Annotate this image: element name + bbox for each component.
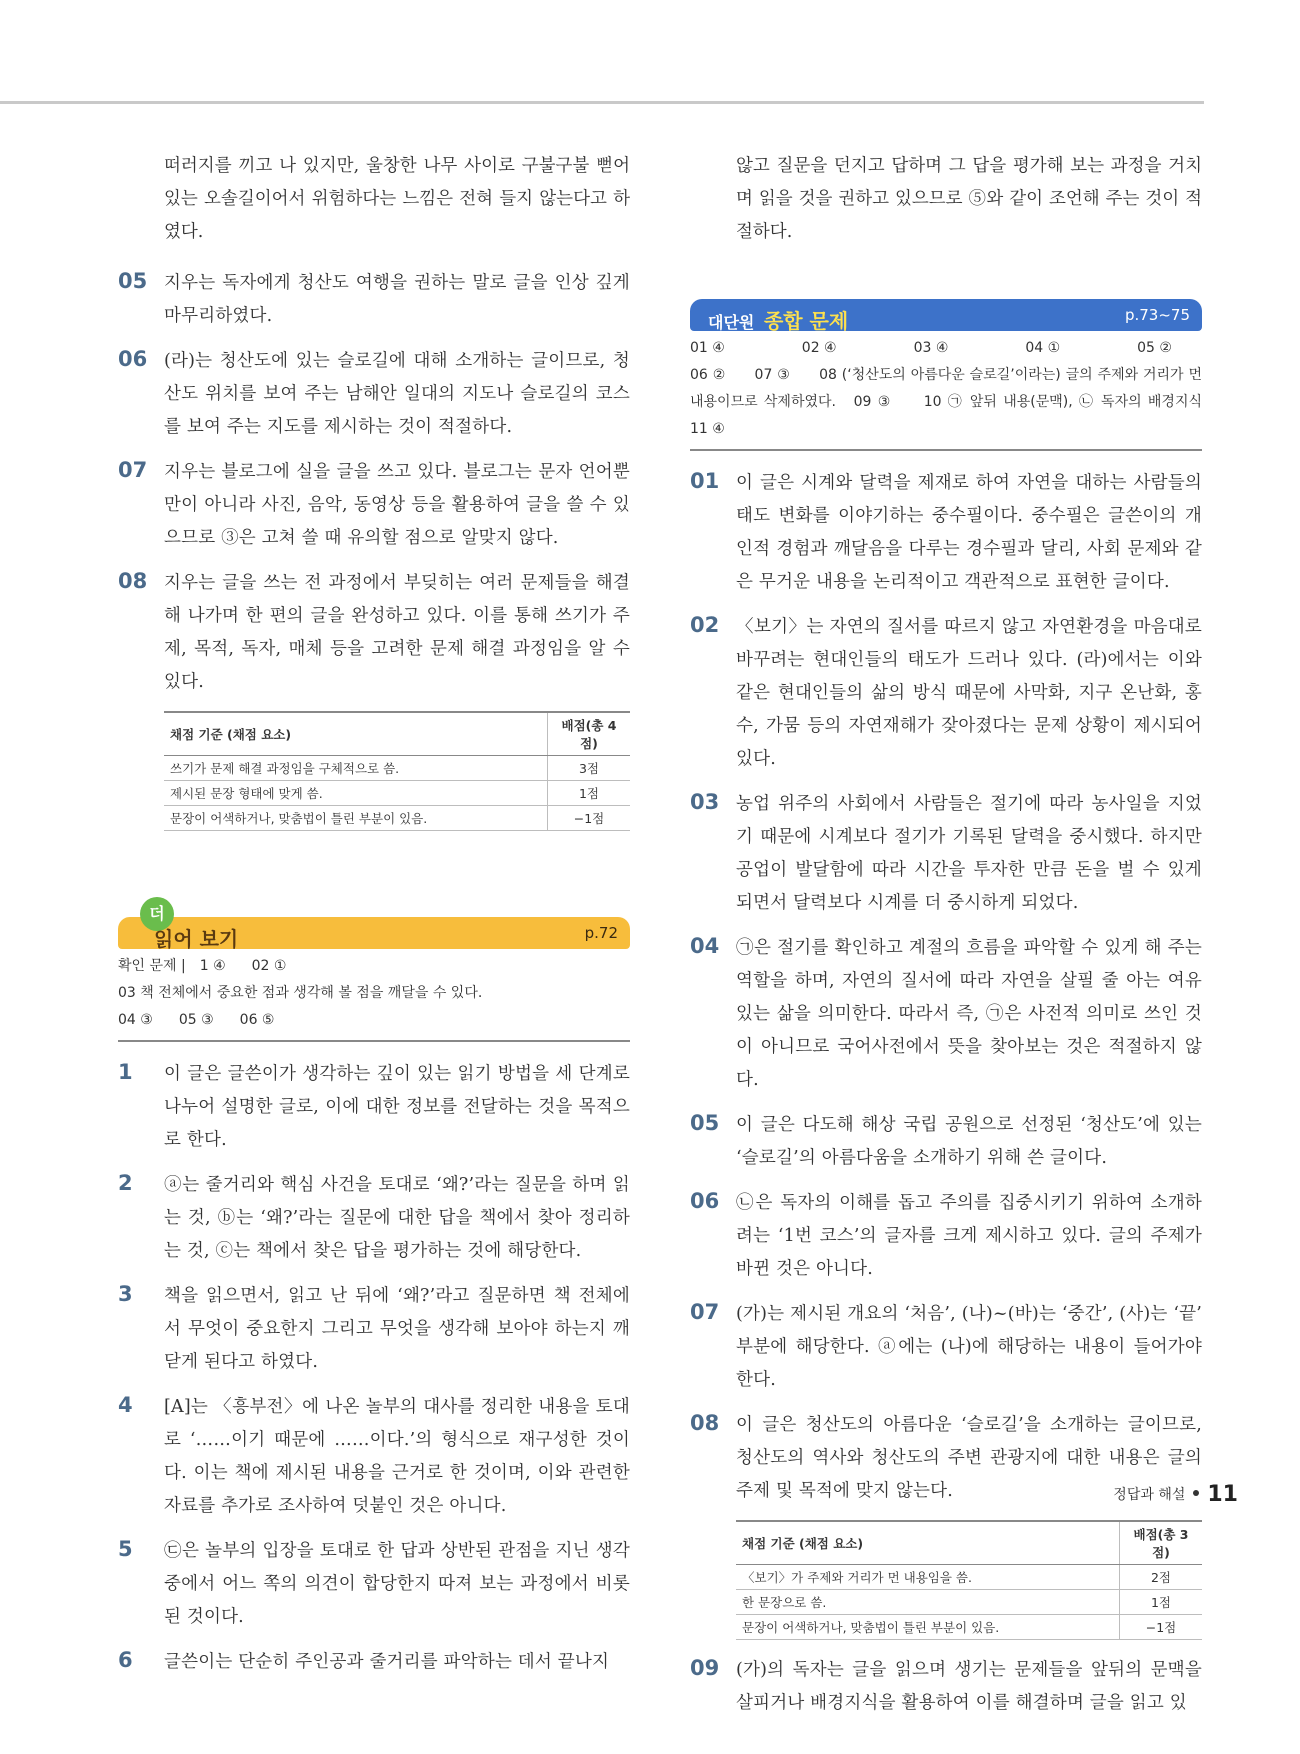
criteria-cell: 한 문장으로 씀. [736, 1590, 1120, 1615]
item-number: 06 [118, 347, 148, 371]
item-text: 지우는 독자에게 청산도 여행을 권하는 말로 글을 인상 깊게 마무리하였다. [164, 273, 630, 326]
item-text: 이 글은 글쓴이가 생각하는 깊이 있는 읽기 방법을 세 단계로 나누어 설명한 글로, 이에 대한 정보를 전달하는 것을 목적으로 한다. [164, 1064, 630, 1150]
item-number: 5 [118, 1537, 133, 1561]
table-row [164, 806, 630, 831]
points-cell: −1점 [548, 806, 631, 831]
item-number: 09 [690, 1656, 720, 1680]
right-intro: 않고 질문을 던지고 답하며 그 답을 평가해 보는 과정을 거치며 읽을 것을 권하고 있으므로 ⑤와 같이 조언해 주는 것이 적절하다. [736, 156, 1202, 242]
answer-item [118, 456, 630, 555]
item-text: ⓐ는 줄거리와 핵심 사건을 토대로 ‘왜?’라는 질문을 하며 읽는 것, ⓑ는 ‘왜?’라는 질문에 대한 답을 책에서 찾아 정리하는 것, ⓒ는 책에서 찾은 답을 평가하는 것에 해당한다. [164, 1175, 630, 1261]
table-row [736, 1590, 1202, 1615]
item-number: 4 [118, 1393, 133, 1417]
item-text: ㉡은 독자의 이해를 돕고 주의를 집중시키기 위하여 소개하려는 ‘1번 코스’의 글자를 크게 제시하고 있다. 글의 주제가 바뀐 것은 아니다. [736, 1193, 1202, 1279]
page-footer [1113, 1482, 1238, 1507]
item-text: ㉢은 놀부의 입장을 토대로 한 답과 상반된 관점을 지닌 생각 중에서 어느 쪽의 의견이 합당한지 따져 보는 과정에서 비롯된 것이다. [164, 1541, 630, 1627]
top-rule [0, 101, 1204, 104]
table-row [736, 1565, 1202, 1590]
more-title: 읽어 보기 [154, 927, 239, 951]
answer-key: 06 ⑤ [239, 1012, 275, 1028]
item-number: 2 [118, 1171, 133, 1195]
page-number: 11 [1207, 1482, 1238, 1507]
answer-item [118, 267, 630, 333]
answer-item [690, 788, 1202, 920]
item-text: 지우는 글을 쓰는 전 과정에서 부딪히는 여러 문제들을 해결해 나가며 한 편의 글을 완성하고 있다. 이를 통해 쓰기가 주제, 목적, 독자, 매체 등을 고려한 문제 해결 과정임을 알 수 있다. [164, 573, 630, 692]
item-text: 책을 읽으면서, 읽고 난 뒤에 ‘왜?’라고 질문하면 책 전체에서 무엇이 중요한지 그리고 무엇을 생각해 보아야 하는지 깨닫게 된다고 하였다. [164, 1286, 630, 1372]
more-page-ref: p.72 [584, 924, 618, 942]
criteria-cell: 문장이 어색하거나, 맞춤법이 틀린 부분이 있음. [164, 806, 548, 831]
answer-key: 02 ④ [801, 340, 837, 356]
unit-title-highlight: 종합 문제 [763, 309, 849, 333]
scoring-table [164, 711, 630, 831]
table-row [736, 1615, 1202, 1640]
item-number: 6 [118, 1648, 133, 1672]
item-number: 3 [118, 1282, 133, 1306]
scoring-table-wrap [118, 711, 630, 831]
points-cell: 2점 [1120, 1565, 1203, 1590]
item-number: 06 [690, 1189, 720, 1213]
unit-title-prefix: 대단원 [708, 313, 755, 332]
item-number: 02 [690, 613, 720, 637]
answer-item [118, 1058, 630, 1157]
answer-key: 02 ① [251, 958, 287, 974]
points-cell: 1점 [1120, 1590, 1203, 1615]
unit-review-banner [690, 299, 1202, 331]
points-cell: 1점 [548, 781, 631, 806]
item-text: 농업 위주의 사회에서 사람들은 절기에 따라 농사일을 지었기 때문에 시계보다 절기가 기록된 달력을 중시했다. 하지만 공업이 발달함에 따라 시간을 투자한 만큼 돈을 벌 수 있게 되면서 달력보다 시계를 더 중시하게 되었다. [736, 794, 1202, 913]
more-badge: 더 [140, 897, 174, 931]
item-text: 글쓴이는 단순히 주인공과 줄거리를 파악하는 데서 끝나지 [164, 1652, 610, 1672]
footer-label: 정답과 해설 [1113, 1487, 1186, 1503]
item-text: (라)는 청산도에 있는 슬로길에 대해 소개하는 글이므로, 청산도 위치를 보여 주는 남해안 일대의 지도나 슬로길의 코스를 보여 주는 지도를 제시하는 것이 적절하다. [164, 351, 630, 437]
criteria-cell: 쓰기가 문제 해결 과정임을 구체적으로 씀. [164, 756, 548, 781]
left-column [118, 150, 630, 1691]
item-number: 04 [690, 934, 720, 958]
answer-key: 04 ① [1025, 340, 1061, 356]
item-text: 이 글은 청산도의 아름다운 ‘슬로길’을 소개하는 글이므로, 청산도의 역사와 청산도의 주변 관광지에 대한 내용은 글의 주제 및 목적에 맞지 않는다. [736, 1415, 1202, 1501]
scoring-header-points: 배점(총 3점) [1120, 1521, 1203, 1565]
unit-page-ref: p.73~75 [1124, 306, 1190, 324]
answer-key: 03 책 전체에서 중요한 점과 생각해 볼 점을 깨달을 수 있다. [118, 985, 483, 1001]
criteria-cell: 〈보기〉가 주제와 거리가 먼 내용임을 씀. [736, 1565, 1120, 1590]
answer-item [690, 467, 1202, 599]
answer-item [690, 1298, 1202, 1397]
item-text: (가)의 독자는 글을 읽으며 생기는 문제들을 앞뒤의 문맥을 살피거나 배경지식을 활용하여 이를 해결하며 글을 읽고 있 [736, 1660, 1202, 1713]
criteria-cell: 제시된 문장 형태에 맞게 씀. [164, 781, 548, 806]
answer-key: 확인 문제 | 1 ④ [118, 958, 226, 974]
left-intro: 떠러지를 끼고 나 있지만, 울창한 나무 사이로 구불구불 뻗어 있는 오솔길이어서 위험하다는 느낌은 전혀 들지 않는다고 하였다. [164, 156, 630, 242]
answer-item [690, 1187, 1202, 1286]
answer-key: 04 ③ [118, 1012, 153, 1028]
item-number: 03 [690, 790, 720, 814]
item-number: 08 [118, 569, 148, 593]
answer-key: 05 ③ [178, 1012, 214, 1028]
scoring-header-criteria: 채점 기준 (채점 요소) [164, 712, 548, 756]
answer-item [118, 1646, 630, 1679]
item-number: 08 [690, 1411, 720, 1435]
item-text: 이 글은 다도해 해상 국립 공원으로 선정된 ‘청산도’에 있는 ‘슬로길’의 아름다움을 소개하기 위해 쓴 글이다. [736, 1115, 1202, 1168]
table-row [164, 756, 630, 781]
answer-item [690, 1654, 1202, 1720]
scoring-header-points: 배점(총 4점) [548, 712, 631, 756]
scoring-table-wrap [690, 1520, 1202, 1640]
footer-dot [1193, 1490, 1199, 1496]
points-cell: 3점 [548, 756, 631, 781]
item-text: ㉠은 절기를 확인하고 계절의 흐름을 파악할 수 있게 해 주는 역할을 하며, 자연의 질서에 따라 자연을 살필 줄 아는 여유 있는 삶을 의미한다. 따라서 즉, ㉠은 사전적 의미로 쓰인 것이 아니므로 국어사전에서 뜻을 찾아보는 것은 적절하지 않다. [736, 938, 1202, 1090]
answer-item [118, 1535, 630, 1634]
answer-key: 03 ④ [913, 340, 949, 356]
answer-item [690, 1109, 1202, 1175]
scoring-table [736, 1520, 1202, 1640]
item-number: 07 [690, 1300, 720, 1324]
answer-item [118, 1280, 630, 1379]
item-text: [A]는 〈흥부전〉에 나온 놀부의 대사를 정리한 내용을 토대로 ‘……이기 때문에 ……이다.’의 형식으로 재구성한 것이다. 이는 책에 제시된 내용을 근거로 한 것이며, 이와 관련한 자료를 추가로 조사하여 덧붙인 것은 아니다. [164, 1397, 630, 1516]
unit-answers [690, 331, 1216, 451]
criteria-cell: 문장이 어색하거나, 맞춤법이 틀린 부분이 있음. [736, 1615, 1120, 1640]
answer-item [118, 1391, 630, 1523]
table-row [164, 781, 630, 806]
answer-item [690, 611, 1202, 776]
item-text: 이 글은 시계와 달력을 제재로 하여 자연을 대하는 사람들의 태도 변화를 이야기하는 중수필이다. 중수필은 글쓴이의 개인적 경험과 깨달음을 다루는 경수필과 달리, 사회 문제와 같은 무거운 내용을 논리적이고 객관적으로 표현한 글이다. [736, 473, 1202, 592]
answer-key-rest: 06 ② 07 ③ 08 (‘청산도의 아름다운 슬로길’이라는) 글의 주제와 거리가 먼 내용이므로 삭제하였다. 09 ③ 10 ㉠ 앞뒤 내용(문맥), ㉡ 독자의 배경지식 11 ④ [690, 367, 1216, 437]
scoring-header-criteria: 채점 기준 (채점 요소) [736, 1521, 1120, 1565]
points-cell: −1점 [1120, 1615, 1203, 1640]
item-number: 05 [118, 269, 148, 293]
answer-key: 01 ④ [690, 340, 725, 356]
more-reading-banner [118, 904, 630, 951]
item-text: 〈보기〉는 자연의 질서를 따르지 않고 자연환경을 마음대로 바꾸려는 현대인들의 태도가 드러나 있다. (라)에서는 이와 같은 현대인들의 삶의 방식 때문에 사막화, 지구 온난화, 홍수, 가뭄 등의 자연재해가 잦아졌다는 문제 상황이 제시되어 있다. [736, 617, 1202, 769]
item-number: 07 [118, 458, 148, 482]
item-number: 01 [690, 469, 720, 493]
answer-item [118, 567, 630, 699]
item-number: 05 [690, 1111, 720, 1135]
answer-item [690, 932, 1202, 1097]
answer-item [118, 345, 630, 444]
item-text: 지우는 블로그에 실을 글을 쓰고 있다. 블로그는 문자 언어뿐만이 아니라 사진, 음악, 동영상 등을 활용하여 글을 쓸 수 있으므로 ③은 고쳐 쓸 때 유의할 점으로 알맞지 않다. [164, 462, 630, 548]
item-text: (가)는 제시된 개요의 ‘처음’, (나)~(바)는 ‘중간’, (사)는 ‘끝’ 부분에 해당한다. ⓐ에는 (나)에 해당하는 내용이 들어가야 한다. [736, 1304, 1202, 1390]
item-number: 1 [118, 1060, 133, 1084]
more-answers [118, 949, 630, 1042]
answer-item [118, 1169, 630, 1268]
answer-key: 05 ② [1137, 340, 1172, 356]
